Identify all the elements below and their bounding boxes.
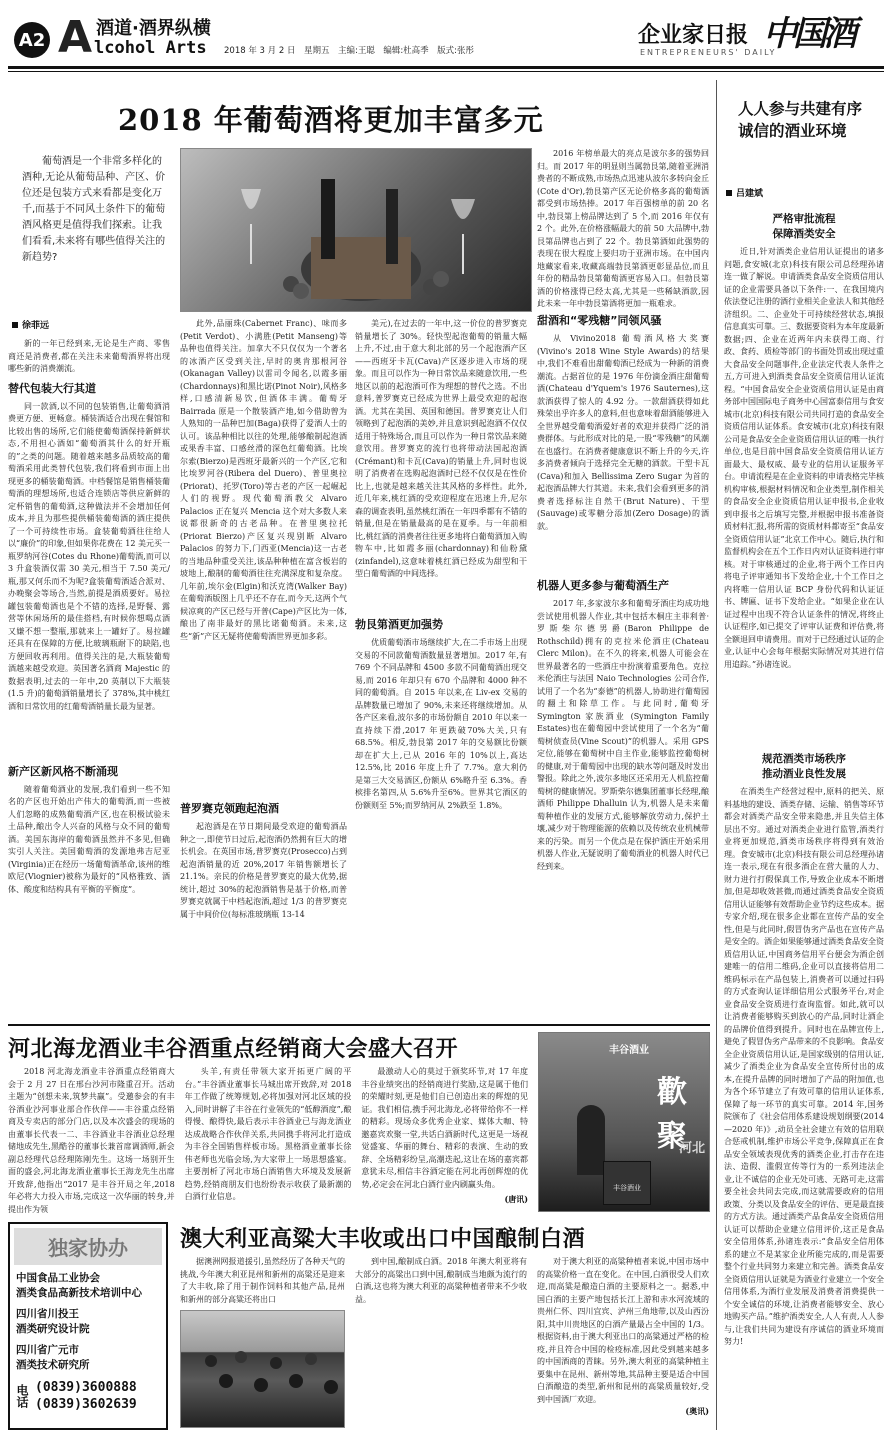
sponsor-org: 中国食品工业协会 酒类食品高新技术培训中心 [16, 1272, 142, 1299]
sidebar-subheading: 严格审批流程 保障酒类安全 [772, 213, 836, 240]
byline [12, 318, 49, 331]
subheading: 甜酒和“零残糖”同领风骚 [537, 314, 662, 327]
stage-banner-text: 丰谷酒业 [609, 1045, 649, 1056]
paragraph: 优质葡萄酒市场继续扩大,在二手市场上出现交易的不同款葡萄酒数量显著增加。2017 年,有 769 个不同品牌和 4500 多款不同葡萄酒出现交易,而 2016 年却只有 670 个品牌和 4000 种不同的葡萄酒。自 2015 年以来,在 Liv-ex 交易的品牌数量已增加了 90%,未来还将继续增加。从各产区来看,波尔多的市场份额自 2010 年以来一直持续下滑,2017 年更跌破70%大关,只有 68.5%。相反,勃艮第 2017 年的交易额比份额却在扩大上,已从 2016 年的 10%以上,高达 12.5%,比 2016 年度上升了 7.7%。意大利仍是第三大交易酒区,份额从 6%略升至 6.3%。香槟排名第四,从 5.6%升至6%。世界其它酒区的份额则至 5%;而罗纳河从 2%跌至 1.8%。 [355, 638, 527, 810]
section-english: lcohol Arts [94, 38, 207, 58]
sponsor-box [8, 1222, 168, 1430]
wine-photo [180, 148, 532, 312]
sidebar-body [724, 204, 884, 1430]
paragraph: 到中国,酿制成白酒。2018 年澳大利亚将有大部分的高粱出口到中国,酿制成当地颇为流行的白酒,这也将为澳大利亚的高粱种植者带来不少收益。 [355, 1257, 527, 1304]
masthead [0, 0, 892, 78]
sidebar-author: 吕建斌 [736, 189, 764, 199]
bullet-square-icon [726, 190, 732, 196]
sidebar-byline [726, 186, 763, 199]
paragraph: 最激动人心的莫过于颁奖环节,对 17 年度丰谷业绩突出的经销商进行奖励,这是属于他们的荣耀时刻,更是他们自已创造出来的辉煌的见证。我们相信,携手河北海龙,必将带给你不一样的精彩。现场众多优秀企业家、媒体大咖、特邀嘉宾欢聚一堂,共话白酒新时代,这更是一场视觉盛宴、华丽的舞台、精彩的表演、生动的致辞、全场精彩纷呈,高潮迭起,这让在场的嘉宾都意犹未尽,相信丰谷酒定能在河北再创辉煌的优势,必定会在河北白酒行业内刷赢头角。 [361, 1067, 528, 1189]
stage-side-text: 河北 [679, 1141, 706, 1156]
article1-column-4 [537, 148, 709, 1018]
paragraph: 近日,针对酒类企业信用认证提出的诸多问题,食安城(北京)科技有限公司总经理孙诸连一做了解说。申请酒类食品安全资质信用认证的企业需要具备以下条件:一、在我国境内依法登记注册的酒行业相关企业法人和其他经济组织。二、企业处于可持续经营状态,填报信息真实可靠。三、数据要资料为本年度最新数据;四、企业在近两年内未获得工商、行政、食药、质检等部门的书面处罚或出现过重大食品安全问题事件,企业法定代表人条件之五,方可进入到酒类食品安全资质信用认证流程。“中国食品安全企业资质信用认证是由商务部中国国际电子商务中心国富泰信用与食安城市(北京)科技有限公司共同打造的食品安全资质信用认证体系。食安城市(北京)科技有限公司是食品安全企业资质信用认证的唯一执行单位,也是目前中国食品安全资质信用认证方面最大、最权威、最专业的信用认证服务平台。申请流程是在企业资料的申请表格完毕核机构审核,根据材料情况和企业类型,制作相关的食品安全企业资质信用认证申报书,企业收到申报书之后填写完整,并根据申报书准备资质材料汇报,将所需的资质材料都寄至“食品安全资质信用认证”北京工作中心。随后,执行和监督机构会在五个工作日内对认证资料进行审核。对于审核通过的企业,将于两个工作日内将电子评审通知书下发给企业,十个工作日之内将唯一信用认证 BCP 身份代码和认证证书、牌匾、证书下发给企业。“如果企业在认证过程中出现不符合认证条件的情况,将终止认证程序,如已提交了评审认证费和评估费,将全额退回申请费用。而对于已经通过认证的企业,认证中心会每年根据实际情况对其进行信用追踪。”孙诸连说。 [724, 247, 884, 669]
article1-column-1 [8, 338, 170, 1018]
paragraph: 起泡酒是在节日期间最受欢迎的葡萄酒品种之一,即使节日过后,起泡酒仍然拥有巨大的增长机会。在英国市场,普罗赛克(Prosecco)占到起泡酒销量的近 20%,2017 年销售额增长了 21.1%。亲民的价格是普罗赛克的最大优势,据统计,超过 30%的起泡酒销售是基于价格,而普罗赛克就属于中档起泡酒,超过 1/3 的普罗赛克属于中间价位(每标准玻璃瓶 13-14 [180, 822, 347, 919]
stage-big-text: 歡聚 [657, 1075, 687, 1154]
article3-column-2 [355, 1256, 527, 1432]
sorghum-photo [180, 1310, 345, 1428]
paper-logo: 中国酒 [763, 14, 853, 54]
article1-column-3 [355, 318, 527, 1018]
paragraph: 新的一年已经到来,无论是生产商、零售商还是消费者,都在关注未来葡萄酒界将出现哪些新的消费潮流。 [8, 339, 170, 373]
paragraph: 从 Vivino2018 葡萄酒风格大奖赛(Vivino's 2018 Wine Style Awards)的结果中,我们不难看出甜葡萄酒已经成为一种新的消费潮流。占据首位的是 1976 年份滴金酒庄甜葡萄酒(Chateau d'Yquem's 1976 Sauternes),这款酒获得了惊人的 4.92 分。一款甜酒获得如此殊荣出乎许多人的意料,但也意味着甜酒能够进入全世界越受葡萄酒爱好者的欢迎并获得广泛的消费群体。与此形成对比的是,一股“零残糖”的风潮在也盛行。在消费者健康意识不断上升的今天,许多消费者倾向于选择完全无糖的酒款。干型卡瓦(Cava)和加入 Bellissima Zero Sugar 为首的起泡酒品牌大行其道。未来,我们会看到更多的消费者选择标注自然干(Brut Nature)、干型(Sauvage)或零糖分添加(Zero Dosage)的酒款。 [537, 334, 709, 531]
paragraph: 2016 年榜单最大的亮点是波尔多的强势回归。而 2017 年的明显则当属勃艮第,随着亚洲消费者的不断成熟,市场热点迅速从波尔多转向金丘(Cote d'Or),勃艮第产区无论价格多高的葡萄酒都受到市场热捧。2017 年百强榜单的前 20 名中,勃艮第上榜品牌达到了 5 个,而 2016 年仅有 2 个。此外,在价格涨幅最大的前 50 大品牌中,勃艮第品牌也占到了 22 个。勃艮第酒如此强势的表现在很大程度上要归功于亚洲市场。在中国内地藏家看来,收藏高端勃艮第酒更彰显品位,而且年份的精品勃艮第葡萄酒更容易入口。但勃艮第酒的价格涨得已经太高,尤其是一些稀缺酒款,因此未来一年中勃艮第酒将更加一瓶难求。 [537, 149, 709, 308]
bullet-square-icon [12, 322, 18, 328]
author-name: 徐菲远 [22, 321, 50, 331]
event-photo [538, 1032, 710, 1212]
section-letter: A [58, 12, 93, 63]
header-rule-thin [8, 71, 884, 72]
paragraph: 对于澳大利亚的高粱种植者来说,中国市场中的高粱价格一直在变化。在中国,白酒很受人们欢迎,而高粱是酿造白酒的主要原料之一。据悉,中国白酒的主要产地包括长江上游和赤水河流域的贵州仁怀、四川宜宾、泸州三角地带,以及山西汾阳,其中川贵地区的白酒产量最占全中国的 1/3。根据资料,由于澳大利亚出口的高粱通过严格的检疫,并且符合中国的检疫标准,因此受到越来越多的中国酒商的青睐。另外,澳大利亚的高粱种植主要集中在昆州、新州等地,其品种主要是适合中国白酒酿造的类型,新州和昆州的高粱质量较好,受到中国酒厂欢迎。 [537, 1257, 709, 1404]
subheading: 替代包装大行其道 [8, 381, 96, 395]
article2-columns [8, 1066, 528, 1216]
article-lead: 葡萄酒是一个非常多样化的酒种,无论从葡萄品种、产区、价位还是包装方式来看都是变化万千,而基于不同风土条件下的葡萄酒风格更是值得我们探索。让我们看看,未来将有哪些值得关注的新趋势? [22, 156, 166, 263]
subheading: 机器人更多参与葡萄酒生产 [537, 579, 669, 592]
paragraph: 在酒类生产经营过程中,原料的把关、原料基地的建设、酒类存储、运输、销售等环节都会对酒类产品安全带来隐患,并且失信主体层出不穷。通过对酒类企业进行监管,酒类行业将更加规范,酒类市场秩序将得到有效治理。食安城市(北京)科技有限公司总经理孙诸连一表示,现在有很多酒企在营大量的人力、财力进行打假保真工作,导致企业成本不断增加,但是却收效甚微,而通过酒类食品安全资质信用认证能够有效帮助企业节约这些成本。据专家介绍,现在很多企业都在宣传产品的安全性,但是与此同时,假冒伪劣产品也在宣传产品是安全的。酒企如果能够通过酒类食品安全资质信用认证,中国商务信用平台便会为酒企创建唯一的信用二维码,企业可以直接将信用二维码标示在产品包装上,消费者可以通过扫码的方式查询认证详细信用公式服务平台,对企业食品安全资质进行查询监督。如此,就可以让消费者能够购买到放心的产品,同时让酒企的品牌价值得到提升。同时也在品牌宣传上,避免了假冒伪劣产品带来的不良影响。食品安全企业资质信用认证,是国家级别的信用认证,减少了酒类企业为食品安全宣传所付出的成本,在提升品牌的同时增加了产品的附加值,也为各个环节建立了有效可靠的信用认证体系,保障了每一环节的真实可靠。2014 年,国务院颁布了《社会信用体系建设规划纲要(2014—2020 年)》,动员全社会建立有效的信用联合惩戒机制,维护市场公平竞争,保障真正在食品安全领域表现优秀的酒类企业,打击存在违法、造假、滥假宣传等行为的一系列违法企业,让不诚信的企业无处可逃、无路可走,这需要全社会共同去完成,而这就需要政府的信用政策、分类以及食品安全的评估、更是最直接的方式方法。通过酒类产品食品安全资质信用认证可以帮助企业建立信用评价,这正是食品安全信用体系,孙诸连表示:“食品安全信用体系的建立不是某家企业所能完成的,而是需要整个行业共同努力来建立和完善。酒类食品安全资质信用认证就是为酒业行业建立一个安全信用体系,为酒行业发展及消费者消费提供一个安全诚信的环境,让消费者能够安全、放心地购买产品。”维护酒类安全,人人有责,人人参与,让我们共同为建设有序诚信的酒业环境而努力! [724, 787, 884, 1346]
sponsor-title: 独家协办 [14, 1228, 162, 1265]
speaker-figure [577, 1105, 605, 1175]
section-rule [8, 1024, 710, 1026]
sponsor-org: 四川省川投王 酒类研究设计院 [16, 1308, 90, 1335]
sidebar-title: 人人参与共建有序诚信的酒业环境 [738, 100, 863, 140]
subheading: 普罗赛克领跑起泡酒 [180, 802, 279, 815]
phone-block [14, 1379, 162, 1413]
date-line: 2018 年 3 月 2 日 星期五 主编:王聪 编辑:杜高季 版式:张彤 [224, 46, 475, 56]
podium-label: 丰谷酒业 [613, 1184, 641, 1192]
article3-title: 澳大利亚高粱大丰收或出口中国酿制白酒 [180, 1227, 586, 1252]
page-number-badge [14, 22, 50, 58]
article-title: 2018 年葡萄酒将更加丰富多元 [118, 103, 544, 137]
paragraph: 头羊,有责任带领大家开拓更广阔的平台。”丰谷酒业董事长马城出席开致辞,对 2018 年工作做了统筹规划,必将加强对河北区域的投入,同时讲解了丰谷在行业领先的“低醇酒度”,酿得慢、酿得快,最后表示丰谷酒业已与海龙酒业达成战略合作伙伴关系,共同携手将河北打造成为丰谷全国销售样板市场。黑格酒业董事长徐伟老师也光临会场,为大家带上一场思想盛宴。主要剖析了河北市场白酒销售大环境及发展新趋势,经销商朋友们也纷纷表示收获了最新潮的白酒行业信息。 [184, 1067, 352, 1201]
phone-number: (0839)3600888 [35, 1380, 137, 1395]
page-number: A2 [18, 29, 46, 51]
paper-english: ENTREPRENEURS' DAILY [640, 48, 777, 57]
article1-column-2 [180, 318, 347, 1018]
subheading: 新产区新风格不断涌现 [8, 764, 118, 778]
sidebar-subheading: 规范酒类市场秩序 推动酒业良性发展 [762, 753, 846, 780]
column-divider [716, 80, 717, 1430]
article2-column-3 [361, 1066, 528, 1216]
paper-name: 企业家日报 [638, 23, 749, 48]
section-title: 酒道·酒界纵横 [96, 18, 211, 39]
paragraph: 美元),在过去的一年中,这一价位的普罗赛克销量增长了 30%。轻快型起泡葡萄的销量大幅上升,不过,由于意大利北部的另一个起泡酒产区——西班牙卡瓦(Cava)产区逐步进入市场的现象。而且可以作为一种日常饮品来随意饮用,一些地区以前的起泡酒可作为理想的替代之选。不出意料,普罗赛克已经成为世界上最受欢迎的起泡酒。尤其在美国、英国和德国。普罗赛克让人们领略到了起泡酒的美妙,并且意识到起泡酒不仅仅适用于特殊场合,而且可以作为一种日常饮品来随意饮用。普罗赛克的流行也将带动法国起泡酒(Crémant)和卡瓦(Cava)的销量上升,同时也说明了消费者在选购起泡酒时已经不仅仅是在性价比上,也就是越来越关注其风格的多样性。此外,近几年来,桃红酒的受欢迎程度在迅速上升,尼尔森的调查表明,虽然桃红酒在一年四季都有不错的销量,但是在销量最高的是在夏季。与一年前相比,桃红酒的消费者往往更多地将白葡萄酒加入购物车中,比如霞多丽(chardonnay)和仙粉黛(zinfandel),这意味着桃红酒已经成为甜型和干型白葡萄酒的中间选择。 [355, 319, 527, 578]
paragraph: 2018 河北海龙酒业丰谷酒重点经销商大会于 2 月 27 日在邢台沙河市隆重召开。活动主题为“创想未来,筑梦共赢”。受邀参会的有丰谷酒业沙河事业部合作伙伴——丰谷重点经销商及专卖店的部分门店,以及本次盛会的现场的由董事长代表一二、丰谷酒业丰谷酒业总经理储地成先生,黑酷谷的董事长兼首席调酒师,新会副总经理代总经理陈刚先生。这场一场别开生面的盛会,河北海龙酒业董事长王海龙先生出席开致辞,他指出“2017 是丰谷开局之年,2018 年必将大力投入市场,完成这一次华丽的转身,并提出作为领 [8, 1067, 175, 1214]
sorghum-field-image [181, 1311, 346, 1429]
paragraph: 据澳洲网报道援引,虽然经历了各种天气的挑战,今年澳大利亚昆州和新州的高粱还是迎来了大丰收,除了用于制作饲料和其他产品,昆州和新州的部分高粱还将出口 [180, 1257, 345, 1304]
header-rule [8, 66, 884, 69]
article2-title: 河北海龙酒业丰谷酒重点经销商大会盛大召开 [8, 1037, 459, 1062]
article3-column-1 [180, 1256, 345, 1432]
phone-number: (0839)3602639 [35, 1397, 137, 1412]
paragraph: 此外,品丽珠(Cabernet Franc)、味而多(Petit Verdot)、小满胜(Petit Manseng)等品种也值得关注。加拿大不只仅仅为一个著名的冰酒产区受到关注,早时的奥肯那根河谷(Okanagan Valley)以雷司令闻名,以霞多丽(Chardonnays)和黑比诺(Pinot Noir),风格多样,口感清新易饮,但酒体丰满。葡萄牙 Bairrada 原是一个散装酒产地,如今借助曾为人熟知的一品种巴加(Baga)获得了爱酒人士的认可。该品种相比以往的处理,能够酿制起泡酒或果香丰富、口感丝滑的深色红葡萄酒。比埃尔索(Bierzo)是西班牙最新兴的一个产区,它和比埃罗河谷(Ribera del Duero)、普里奥拉(Priorat)、托罗(Toro)等古老的产区一起崛起人们的视野。现代葡萄酒教父 Alvaro Palacios 正在复兴 Mencia 这个对大多数人来说都很新奇的古老品种。在普里奥拉托(Priorat Bierzo)产区复兴现别断 Alvaro Palacios 的努力下,门西亚(Mencia)这一古老的当地品种重受关注,该品种种植在富含板岩的坡地上,酿制的葡萄酒往往充满深度和复杂度。几年前,埃尔金(Elgin)和沃克湾(Walker Bay)在葡萄酒版图上几乎还不存在,而今天,这两个气候凉爽的产区已经与开普(Cape)产区比为一体,酿出了南非最好的黑比诺葡萄酒。未来,这些“新”产区无疑将使葡萄酒世界更加多彩。 [180, 319, 347, 641]
sponsor-org: 四川省广元市 酒类技术研究所 [16, 1344, 90, 1371]
paragraph: 2017 年,多家波尔多和葡萄牙酒庄均成功地尝试使用机器人作业,其中包括木桐庄主菲利普·罗斯柴尔德男爵(Baron Philippe de Rothschild)拥有的克拉米伦酒庄(Chateau Clerc Milon)。在不久的将来,机器人可能会在世界最著名的一些酒庄中扮演着重要角色。克拉米伦酒庄与法国 Naio Technologies 公司合作,试用了一个名为“泰德”的机器人,协助进行葡萄园的翻土和除草工作。与此同时,葡萄牙 Symington 家族酒业 (Symington Family Estates)也在葡萄园中尝试使用了一个名为“葡萄树侦查员(Vine Scout)”的机器人。采用 GPS 定位,能够在葡萄树中自主作业,能够监控葡萄树的健康,对于葡萄园中出现的缺水等问题及时发出警报。除此之外,波尔多地区还采用无人机监控葡萄树的健康情况。罗斯柴尔德集团董事长经理,酿酒师 Philippe Dhalluin 认为,机器人是未来葡萄种植作业的发展方式,能够解放劳动力,保护土壤,减少对于物理能源的依赖以及传统农业机械带来的污染。而另一个优点是在保护酒庄开始采用机器人作业,无疑说明了葡萄酒业的机器人时代已经到来。 [537, 599, 709, 871]
article3-credit: (奥讯) [685, 1406, 709, 1416]
paragraph: 同一款酒,以不同的包装销售,让葡萄酒消费更方便、更畅意。桶装酒适合出现在餐馆和比较出售的场所,它们能使葡萄酒保持新鲜状态,不用担心酒如“葡萄酒其什么的好开瓶的”之类的问题。随着越来越多品质较高的葡萄酒采用此类替代包装,我们将看到市面上出现更多的桶装葡萄酒。中档餐馆是销售桶装葡萄酒的理想场所,也适合连锁店等供应新鲜的定杯销售的葡萄酒,这种做法并不会增加任何成本,并且为那些提供桶装葡萄酒的酒庄提供了一个可持续性市场。盒装葡萄酒往往给人以“廉价”的印象,但如果你花费在 12 美元买一瓶罗纳河谷(Cotes du Rhone)葡萄酒,而可以 3 升盒装酒仅需 30 美元,相当于 7.50 美元/瓶,那又何乐而不为呢?盒装葡萄酒适合派对、办晚聚会等场合,当然,前提是酒质要好。易拉罐包装葡萄酒也是个不错的选择,是野餐、露营等休闲场所的最佳搭档,有时候你想喝点酒又嫌不想一整瓶,那就来上一罐好了。易拉罐还具有在保障的方便,比玻璃瓶耐下的缺陷,也方便回收再利用。值得关注的是,大瓶装葡萄酒越来越受欢迎。英国著名酒商 Majestic 的数据表明,过去的一年中,20 英制以下大瓶装(1.5 升)的葡萄酒销量增长了 378%,其中桃红酒和日常饮用的红葡萄酒销量长最为显著。 [8, 401, 170, 711]
subheading: 勃艮第酒更加强势 [355, 618, 443, 631]
article3-column-3 [537, 1256, 709, 1432]
wine-still-life-image [181, 149, 533, 313]
phone-label: 电话 [15, 1384, 29, 1408]
article2-credit: (唐讯) [504, 1194, 528, 1204]
paragraph: 随着葡萄酒业的发展,我们看到一些不知名的产区也开始出产伟大的葡萄酒,而一些被人们忽略的成熟葡萄酒产区,也在积极试验未土品种,酿出令人兴奋的风格与众不同的葡萄酒。美国东海岸的葡萄酒虽然并不多见,但确实引人关注。美国葡萄酒的发源地弗吉尼亚(Virginia)正在经历一场葡萄酒革命,该州的维欧尼(Viognier)被称为最好的“风格雅致、酒体、酸度和结构具有平衡的平衡度”。 [8, 784, 170, 894]
